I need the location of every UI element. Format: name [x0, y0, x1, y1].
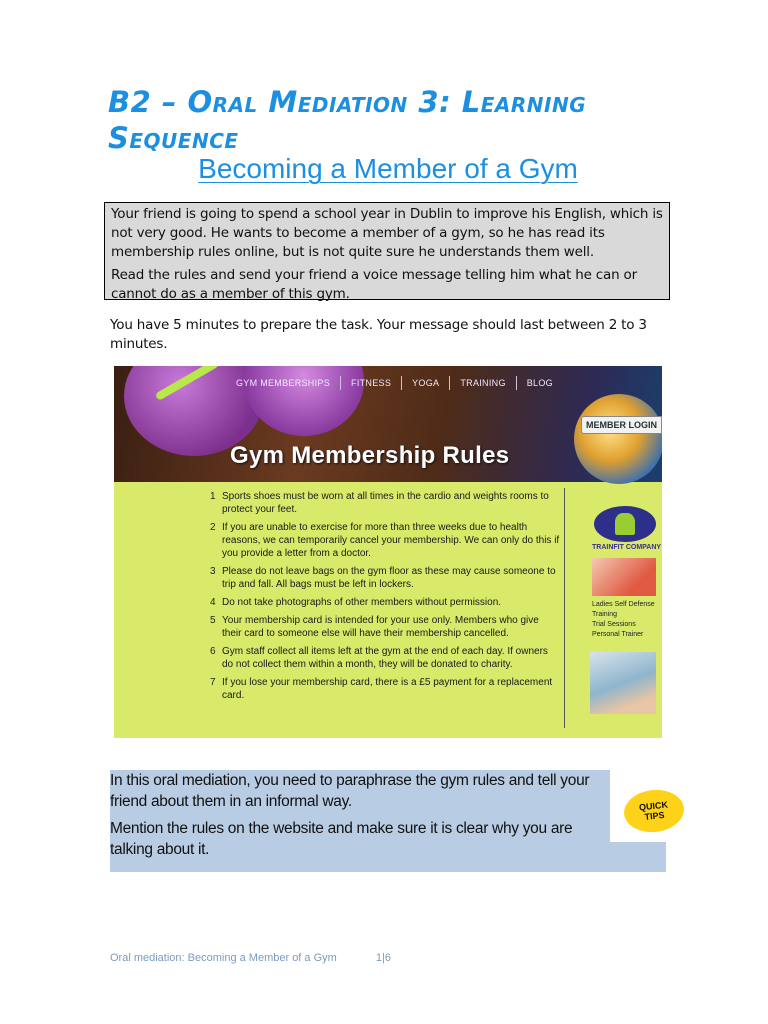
- sidebar-link: Ladies Self Defense Training: [592, 601, 655, 618]
- page-title: B2 – Oral Mediation 3: Learning Sequence: [108, 85, 587, 155]
- rule-item: [210, 614, 560, 640]
- badge-line-1: QUICK: [638, 799, 669, 813]
- rule-item: [210, 645, 560, 671]
- nav-item-blog: BLOG: [526, 378, 553, 388]
- page-number: 1|6: [375, 952, 391, 964]
- rule-text: Do not take photographs of other members without permission.: [222, 597, 502, 608]
- tips-paragraph-1: In this oral mediation, you need to paraphrase the gym rules and tell your friend about them in an informal way.: [110, 772, 590, 810]
- rule-item: [210, 490, 560, 516]
- trainer-photo: [590, 652, 656, 714]
- page-footer: [110, 952, 391, 964]
- task-box: [104, 202, 670, 300]
- rule-number: 5: [210, 615, 216, 626]
- boxer-photo: [592, 558, 656, 596]
- rule-number: 2: [210, 522, 216, 533]
- sidebar-link: Trial Sessions: [592, 621, 636, 628]
- sidebar-links: [592, 600, 662, 640]
- nav-item-yoga: YOGA: [402, 376, 450, 390]
- exercise-ball-image: [574, 394, 662, 484]
- rule-number: 1: [210, 491, 216, 502]
- nav-item-gym-memberships: GYM MEMBERSHIPS: [226, 376, 341, 390]
- rule-number: 3: [210, 566, 216, 577]
- rule-text: Gym staff collect all items left at the gym at the end of each day. If owners do not collect them within a month, they will be donated to charity.: [222, 646, 548, 670]
- hero-banner: [114, 366, 662, 482]
- page-subtitle: Becoming a Member of a Gym: [198, 153, 578, 184]
- nav-item-fitness: FITNESS: [341, 376, 402, 390]
- tips-paragraph-2: Mention the rules on the website and make sure it is clear why you are talking about it.: [110, 820, 573, 858]
- rules-heading: Gym Membership Rules: [230, 442, 510, 469]
- rule-item: [210, 521, 560, 560]
- rule-text: Sports shoes must be worn at all times in the cardio and weights rooms to protect your feet.: [222, 491, 549, 515]
- sidebar-link: Personal Trainer: [592, 631, 644, 638]
- rule-item: [210, 596, 560, 609]
- rule-text: If you are unable to exercise for more than three weeks due to health reasons, we can temporarily cancel your membership. We can only do this if you provide a letter from a doctor.: [222, 522, 560, 559]
- badge-line-2: TIPS: [644, 809, 665, 822]
- figure-icon: [615, 513, 635, 535]
- rule-number: 7: [210, 677, 216, 688]
- site-nav: [226, 376, 563, 390]
- tips-box: [110, 770, 666, 872]
- gym-website-image: [114, 366, 662, 738]
- footer-text: Oral mediation: Becoming a Member of a Gym: [110, 952, 337, 964]
- rule-item: [210, 676, 560, 702]
- rule-text: Your membership card is intended for your use only. Members who give their card to someone else will have their membership cancelled.: [222, 615, 539, 639]
- trainfit-logo-icon: [594, 506, 656, 542]
- rule-number: 4: [210, 597, 216, 608]
- rules-list: [210, 490, 560, 707]
- prep-instructions: You have 5 minutes to prepare the task. Your message should last between 2 to 3 minutes.: [110, 317, 647, 352]
- member-login-button: MEMBER LOGIN: [581, 416, 662, 434]
- brand-name: TRAINFIT COMPANY: [592, 544, 662, 551]
- rule-text: If you lose your membership card, there is a £5 payment for a replacement card.: [222, 677, 553, 701]
- task-paragraph-1: Your friend is going to spend a school year in Dublin to improve his English, which is not very good. He wants to become a member of a gym, so he has read its membership rules online, but is not quite sure he understands them well.: [111, 206, 663, 260]
- sidebar-divider: [564, 488, 565, 728]
- task-paragraph-2: Read the rules and send your friend a voice message telling him what he can or cannot do as a member of this gym.: [111, 267, 637, 302]
- rule-text: Please do not leave bags on the gym floor as these may cause someone to trip and fall. All bags must be left in lockers.: [222, 566, 556, 590]
- nav-item-training: TRAINING: [450, 376, 516, 390]
- rule-number: 6: [210, 646, 216, 657]
- rule-item: [210, 565, 560, 591]
